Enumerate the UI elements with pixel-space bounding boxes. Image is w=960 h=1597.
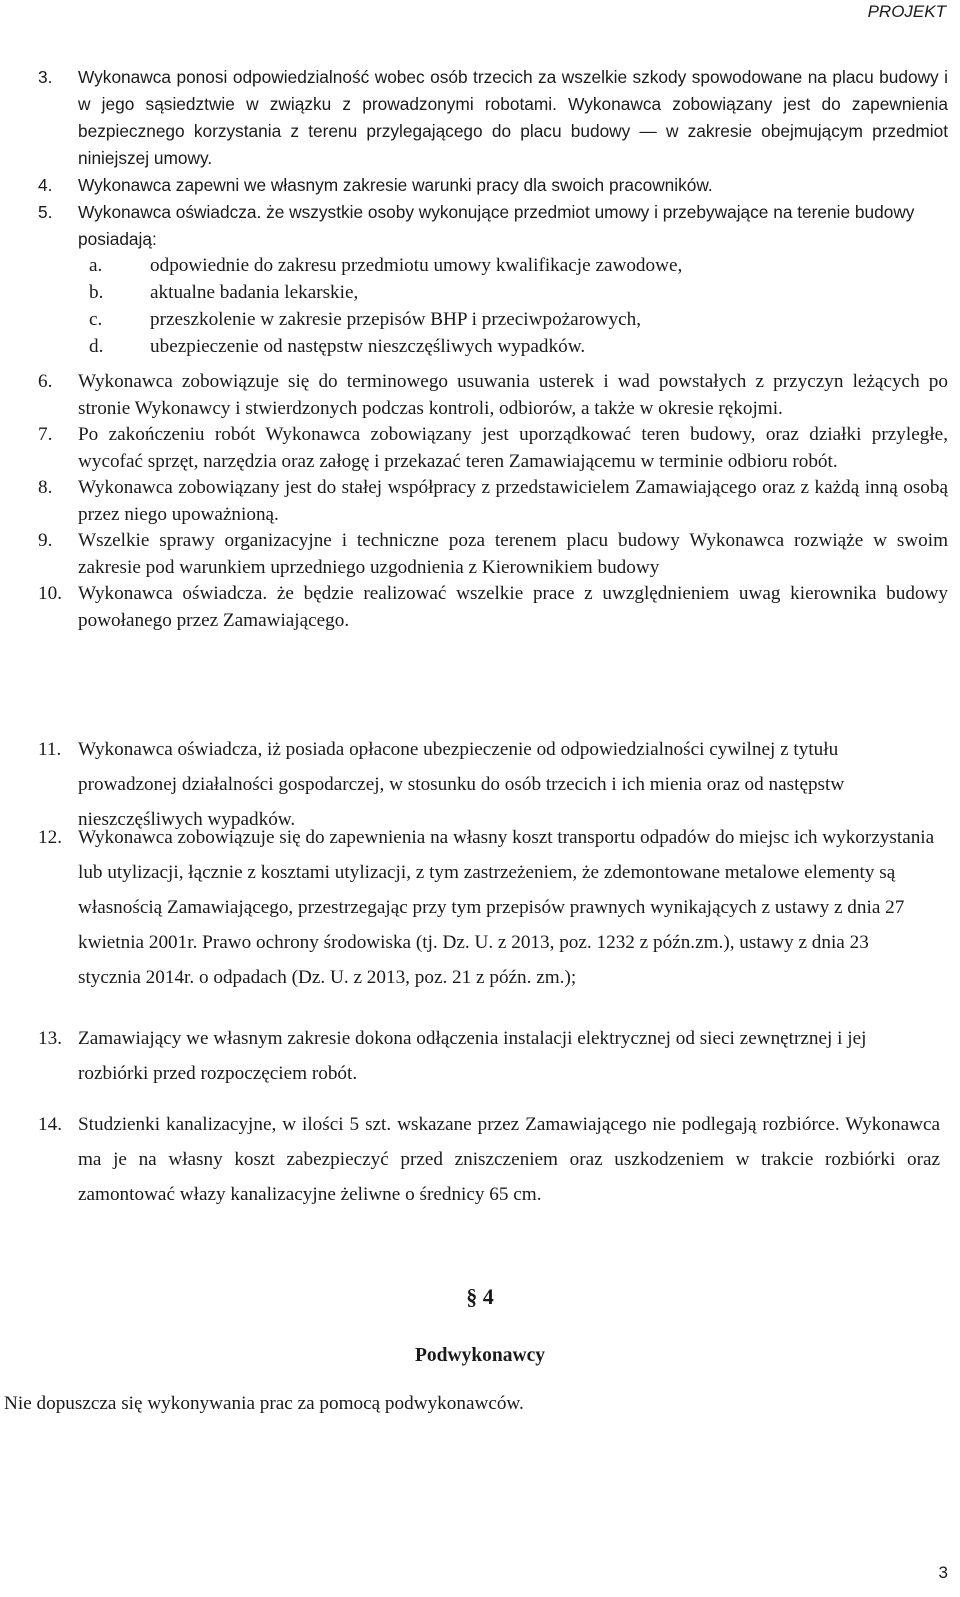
clause-number: 13. bbox=[38, 1028, 62, 1049]
clause-6 bbox=[38, 369, 948, 422]
clause-text: Wykonawca oświadcza, iż posiada opłacone ubezpieczenie od odpowiedzialności cywilnej z tytułu prowadzonej działalności gospodarczej, w stosunku do osób trzecich i ich mienia oraz od następstw nieszczęśliwych wypadków. bbox=[78, 739, 845, 830]
clause-text: Wykonawca zobowiązuje się do terminowego usuwania usterek i wad powstałych z przyczyn leżących po stronie Wykonawcy i stwierdzonych podczas kontroli, odbiorów, a także w okresie rękojmi. bbox=[78, 371, 948, 419]
clause-number: 12. bbox=[38, 827, 62, 848]
clause-number: 14. bbox=[38, 1114, 62, 1135]
clauses-6-10 bbox=[38, 369, 948, 634]
clause-number: 6. bbox=[38, 371, 53, 392]
clause-number: 9. bbox=[38, 530, 53, 551]
section-mark: § 4 bbox=[466, 1284, 494, 1309]
clause-text: Studzienki kanalizacyjne, w ilości 5 szt. wskazane przez Zamawiającego nie podlegają rozbiórce. Wykonawca ma je na własny koszt zabezpieczyć przed zniszczeniem oraz uszkodzeniem w trakcie rozbiórki oraz zamontować włazy kanalizacyjne żeliwne o średnicy 65 cm. bbox=[78, 1114, 940, 1205]
sublist-text: ubezpieczenie od następstw nieszczęśliwych wypadków. bbox=[150, 336, 586, 357]
clause-text: Wykonawca zobowiązany jest do stałej współpracy z przedstawicielem Zamawiającego oraz z każdą inną osobą przez niego upoważnioną. bbox=[78, 477, 948, 525]
clause-text: Wykonawca oświadcza. że będzie realizować wszelkie prace z uwzględnieniem uwag kierownika budowy powołanego przez Zamawiającego. bbox=[78, 583, 948, 631]
clause-number: 10. bbox=[38, 583, 62, 604]
clause-number: 8. bbox=[38, 477, 53, 498]
sublist-item bbox=[0, 333, 960, 360]
page-number: 3 bbox=[938, 1563, 948, 1582]
sublist-text: odpowiednie do zakresu przedmiotu umowy kwalifikacje zawodowe, bbox=[150, 255, 683, 276]
clause-12 bbox=[38, 820, 936, 995]
clause-number: 4. bbox=[38, 175, 53, 195]
clause-5-sublist bbox=[0, 252, 960, 360]
clause-text: Zamawiający we własnym zakresie dokona odłączenia instalacji elektrycznej od sieci zewnętrznej i jej rozbiórki przed rozpoczęciem robót. bbox=[78, 1028, 867, 1084]
clause-13 bbox=[38, 1021, 936, 1091]
section-note: Nie dopuszcza się wykonywania prac za pomocą podwykonawców. bbox=[4, 1393, 524, 1414]
section-title: Podwykonawcy bbox=[414, 1345, 546, 1366]
clause-text: Wykonawca oświadcza. że wszystkie osoby wykonujące przedmiot umowy i przebywające na terenie budowy posiadają: bbox=[78, 202, 915, 249]
clause-text: Po zakończeniu robót Wykonawca zobowiązany jest uporządkować teren budowy, oraz działki przyległe, wycofać sprzęt, narzędzia oraz załogę i przekazać teren Zamawiającemu w terminie odbioru robót. bbox=[78, 424, 948, 472]
clause-text: Wykonawca zobowiązuje się do zapewnienia na własny koszt transportu odpadów do miejsc ich wykorzystania lub utylizacji, łącznie z kosztami utylizacji, z tym zastrzeżeniem, że zdemontowane metalowe elementy są własnością Zamawiającego, przestrzegając przy tym przepisów prawnych wynikających z ustawy z dnia 27 kwietnia 2001r. Prawo ochrony środowiska (tj. Dz. U. z 2013, poz. 1232 z późn.zm.), ustawy z dnia 23 stycznia 2014r. o odpadach (Dz. U. z 2013, poz. 21 z późn. zm.); bbox=[78, 827, 935, 988]
clause-text: Wykonawca zapewni we własnym zakresie warunki pracy dla swoich pracowników. bbox=[78, 175, 713, 195]
clause-14 bbox=[38, 1107, 940, 1212]
sublist-item bbox=[0, 306, 960, 333]
sublist-text: przeszkolenie w zakresie przepisów BHP i przeciwpożarowych, bbox=[150, 309, 642, 330]
clause-10 bbox=[38, 581, 948, 634]
clause-8 bbox=[38, 475, 948, 528]
sublist-letter: c. bbox=[89, 309, 103, 330]
clause-number: 11. bbox=[38, 739, 62, 760]
sublist-item bbox=[0, 252, 960, 279]
sublist-letter: a. bbox=[89, 255, 103, 276]
clause-9 bbox=[38, 528, 948, 581]
clause-7 bbox=[38, 422, 948, 475]
clause-text: Wszelkie sprawy organizacyjne i techniczne poza terenem placu budowy Wykonawca rozwiąże w swoim zakresie pod warunkiem uprzedniego uzgodnienia z Kierownikiem budowy bbox=[78, 530, 948, 578]
sublist-text: aktualne badania lekarskie, bbox=[150, 282, 359, 303]
clause-5 bbox=[38, 199, 948, 253]
sublist-item bbox=[0, 279, 960, 306]
clause-3 bbox=[38, 64, 948, 172]
project-header-label: PROJEKT bbox=[867, 2, 946, 21]
clause-text: Wykonawca ponosi odpowiedzialność wobec osób trzecich za wszelkie szkody spowodowane na placu budowy i w jego sąsiedztwie w związku z prowadzonymi robotami. Wykonawca zobowiązany jest do zapewnienia bezpiecznego korzystania z terenu przylegającego do placu budowy — w zakresie obejmującym przedmiot niniejszej umowy. bbox=[78, 67, 948, 168]
clause-4 bbox=[38, 172, 948, 199]
sublist-letter: d. bbox=[89, 336, 104, 357]
clause-number: 7. bbox=[38, 424, 53, 445]
clause-number: 3. bbox=[38, 67, 53, 87]
sublist-letter: b. bbox=[89, 282, 104, 303]
clause-number: 5. bbox=[38, 202, 53, 222]
